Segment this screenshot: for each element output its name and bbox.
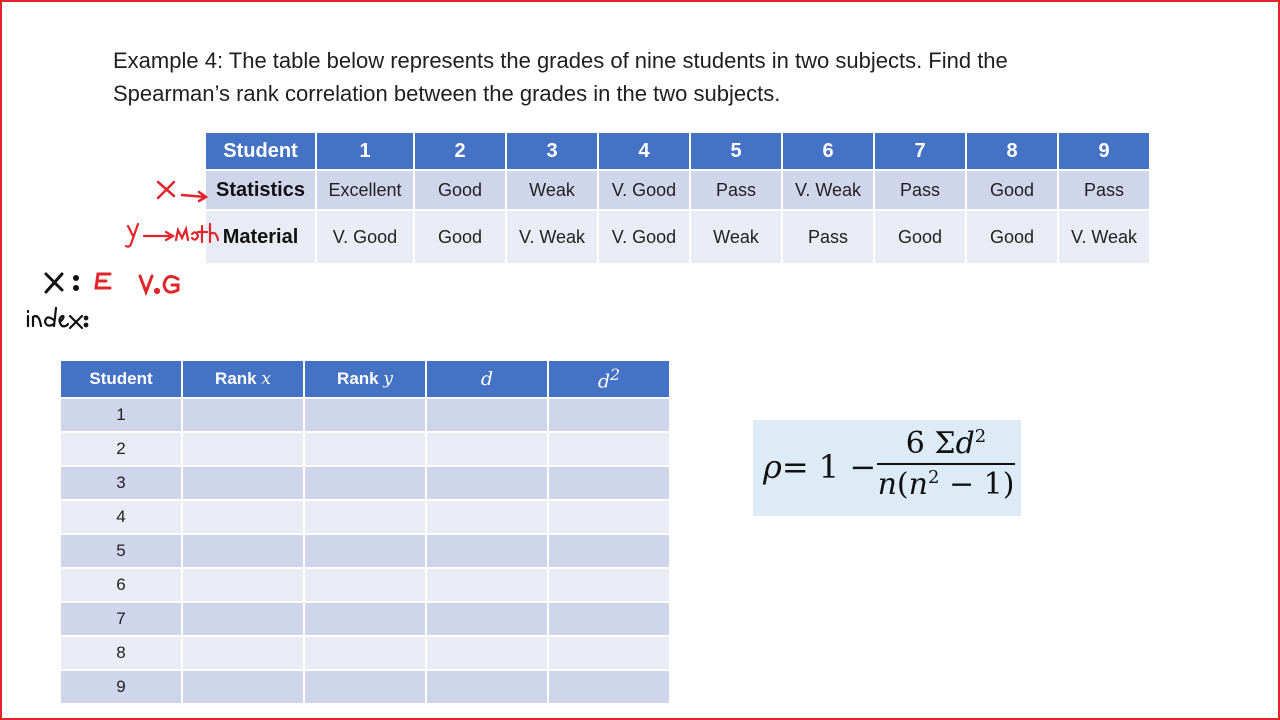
rho-symbol: ρ <box>763 448 782 486</box>
annotation-y-arrow <box>126 224 218 247</box>
num-exp: 2 <box>974 426 987 447</box>
grades-header-student-8: 8 <box>967 133 1057 169</box>
grade-cell: V. Weak <box>507 211 597 263</box>
work-header-student: Student <box>61 361 181 397</box>
num-coef: 6 Σ <box>905 426 956 461</box>
work-row-student: 8 <box>61 637 181 669</box>
grades-header-student-1: 1 <box>317 133 413 169</box>
annotation-index <box>28 308 87 328</box>
grade-cell: V. Good <box>599 171 689 209</box>
den-n: n <box>877 467 897 502</box>
grades-header-student-6: 6 <box>783 133 873 169</box>
grades-header-student-4: 4 <box>599 133 689 169</box>
grade-cell: Good <box>967 211 1057 263</box>
grade-cell: Pass <box>1059 171 1149 209</box>
row-label-statistics: Statistics <box>206 171 315 209</box>
work-row-student: 4 <box>61 501 181 533</box>
grades-header-student-5: 5 <box>691 133 781 169</box>
grade-cell: Pass <box>691 171 781 209</box>
den-rest: − 1) <box>939 467 1015 502</box>
rank-y-var: y <box>383 369 393 389</box>
grade-cell: V. Weak <box>1059 211 1149 263</box>
rank-x-word: Rank <box>215 369 262 388</box>
grade-cell: Excellent <box>317 171 413 209</box>
grade-cell: V. Good <box>317 211 413 263</box>
row-label-material: Material <box>206 211 315 263</box>
d2-base: d <box>597 370 611 393</box>
den-exp: 2 <box>927 467 940 488</box>
work-header-d: d <box>427 361 547 397</box>
work-row-student: 2 <box>61 433 181 465</box>
annotation-e-vg <box>96 274 178 293</box>
d2-exponent: 2 <box>610 365 621 385</box>
work-row-student: 5 <box>61 535 181 567</box>
work-row-student: 9 <box>61 671 181 703</box>
grade-cell: V. Weak <box>783 171 873 209</box>
work-row-student: 6 <box>61 569 181 601</box>
den-paren: ( <box>896 467 909 502</box>
grades-header-student-2: 2 <box>415 133 505 169</box>
work-row-student: 7 <box>61 603 181 635</box>
grades-header-student-9: 9 <box>1059 133 1149 169</box>
grade-cell: Good <box>415 171 505 209</box>
question-line-1: Example 4: The table below represents the grades of nine students in two subjects. Find the <box>113 48 1008 73</box>
formula-equals: = 1 − <box>781 448 877 486</box>
grade-cell: Weak <box>507 171 597 209</box>
annotation-x-label <box>46 274 78 292</box>
num-var: d <box>955 426 975 461</box>
grade-cell: V. Good <box>599 211 689 263</box>
work-row-student: 3 <box>61 467 181 499</box>
grade-cell: Good <box>967 171 1057 209</box>
grades-header-student: Student <box>206 133 315 169</box>
grades-header-student-7: 7 <box>875 133 965 169</box>
grade-cell: Good <box>875 211 965 263</box>
work-row-student: 1 <box>61 399 181 431</box>
grades-header-student-3: 3 <box>507 133 597 169</box>
grade-cell: Pass <box>783 211 873 263</box>
den-n2: n <box>908 467 928 502</box>
rank-x-var: x <box>261 369 271 389</box>
grade-cell: Good <box>415 211 505 263</box>
annotation-x-arrow <box>158 182 206 201</box>
rank-y-word: Rank <box>337 369 384 388</box>
grade-cell: Weak <box>691 211 781 263</box>
grade-cell: Pass <box>875 171 965 209</box>
question-line-2: Spearman’s rank correlation between the grades in the two subjects. <box>113 81 781 106</box>
